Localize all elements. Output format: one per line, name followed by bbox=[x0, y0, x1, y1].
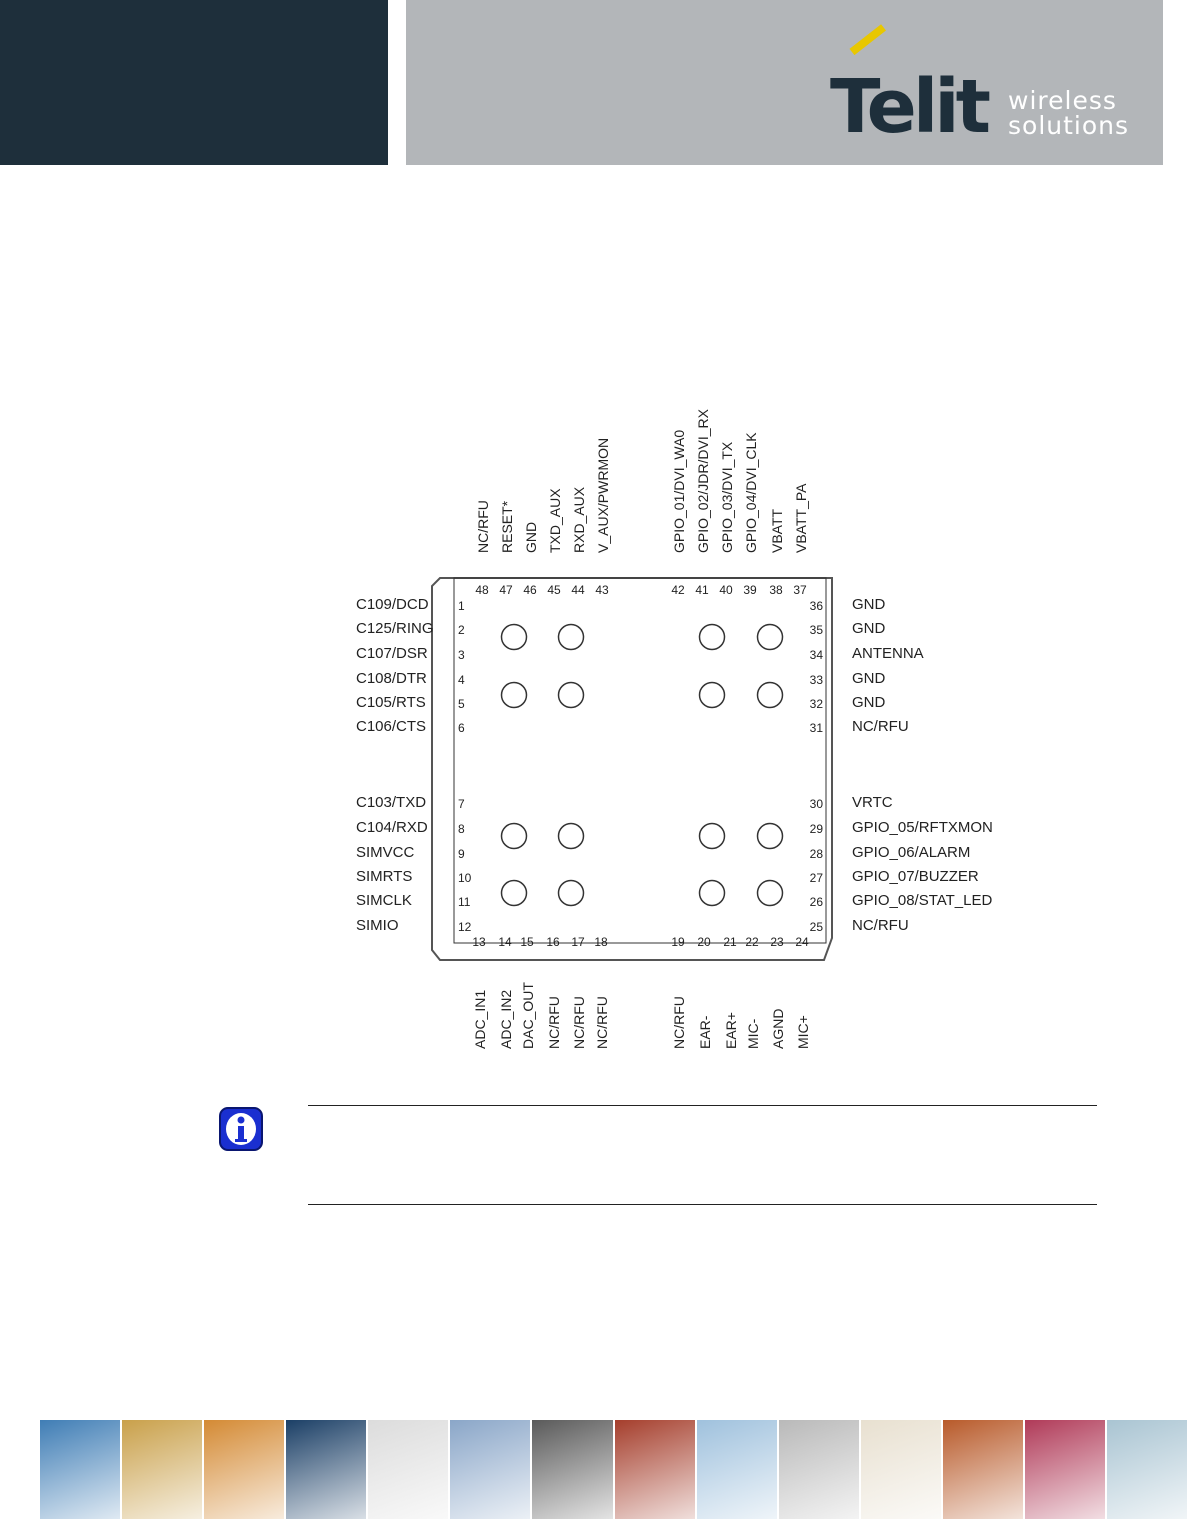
bottom-pin-number: 19 bbox=[671, 935, 685, 949]
ground-pad bbox=[559, 824, 584, 849]
right-pin-number: 36 bbox=[809, 599, 823, 613]
left-pin-number: 7 bbox=[458, 797, 465, 811]
wind-turbines-photo bbox=[697, 1420, 777, 1519]
left-pin-label: C107/DSR bbox=[356, 645, 428, 662]
top-pin-number: 46 bbox=[523, 583, 537, 597]
ground-pad bbox=[700, 683, 725, 708]
top-pin-number: 37 bbox=[793, 583, 807, 597]
right-pin-number: 33 bbox=[809, 673, 823, 687]
bottom-pin-number: 22 bbox=[745, 935, 759, 949]
right-pin-label: GPIO_05/RFTXMON bbox=[852, 819, 993, 836]
note-bottom-rule bbox=[308, 1204, 1097, 1205]
top-pin-number: 39 bbox=[743, 583, 757, 597]
bottom-pin-label: NC/RFU bbox=[571, 996, 587, 1049]
right-pin-number: 29 bbox=[809, 822, 823, 836]
ground-pad bbox=[758, 683, 783, 708]
bottom-pin-label: EAR- bbox=[697, 1015, 713, 1049]
left-pin-label: C103/TXD bbox=[356, 794, 427, 811]
top-pin-label: VBATT_PA bbox=[793, 483, 809, 553]
pin-labels bbox=[356, 408, 993, 1049]
camera-photo bbox=[1107, 1420, 1187, 1519]
ground-pad bbox=[758, 881, 783, 906]
bottom-pin-label: AGND bbox=[770, 1008, 786, 1049]
bottom-pin-label: MIC+ bbox=[795, 1015, 811, 1049]
left-pin-number: 8 bbox=[458, 822, 465, 836]
top-pin-label: GPIO_01/DVI_WA0 bbox=[671, 429, 687, 553]
bottom-pin-label: EAR+ bbox=[723, 1012, 739, 1049]
note-top-rule bbox=[308, 1105, 1097, 1106]
right-pin-number: 35 bbox=[809, 623, 823, 637]
ground-pad bbox=[502, 683, 527, 708]
bottom-pin-label: DAC_OUT bbox=[520, 982, 536, 1049]
photo-strip bbox=[40, 1420, 1187, 1519]
left-pin-label: C108/DTR bbox=[356, 670, 427, 687]
telit-logo bbox=[830, 48, 1130, 148]
right-pin-label: GPIO_08/STAT_LED bbox=[852, 892, 993, 909]
keyboard-photo bbox=[368, 1420, 448, 1519]
top-pin-label: TXD_AUX bbox=[547, 488, 563, 553]
right-pin-number: 26 bbox=[809, 895, 823, 909]
ground-pad bbox=[502, 824, 527, 849]
ground-pad bbox=[758, 824, 783, 849]
left-pin-number: 1 bbox=[458, 599, 465, 613]
ground-pad bbox=[700, 625, 725, 650]
bottom-pin-number: 23 bbox=[770, 935, 784, 949]
left-pin-number: 4 bbox=[458, 673, 465, 687]
top-pin-label: GPIO_03/DVI_TX bbox=[719, 441, 735, 553]
right-pin-label: GND bbox=[852, 694, 886, 711]
right-pin-number: 28 bbox=[809, 847, 823, 861]
top-pin-label: GPIO_02/JDR/DVI_RX bbox=[695, 409, 711, 553]
containers-photo bbox=[204, 1420, 284, 1519]
ground-pad bbox=[559, 625, 584, 650]
pinout-diagram bbox=[340, 385, 1020, 1065]
right-pin-label: NC/RFU bbox=[852, 917, 909, 934]
vending-photo bbox=[615, 1420, 695, 1519]
top-pin-number: 42 bbox=[671, 583, 685, 597]
bottom-pin-label: NC/RFU bbox=[594, 996, 610, 1049]
top-pin-number: 44 bbox=[571, 583, 585, 597]
bottom-pin-label: NC/RFU bbox=[671, 996, 687, 1049]
bottom-pin-label: ADC_IN1 bbox=[472, 989, 488, 1049]
logo-wordmark: Telit bbox=[830, 64, 987, 150]
top-pin-label: NC/RFU bbox=[475, 500, 491, 553]
left-pin-label: C106/CTS bbox=[356, 718, 427, 735]
clock-display-photo bbox=[286, 1420, 366, 1519]
left-pin-number: 5 bbox=[458, 697, 465, 711]
right-pin-number: 32 bbox=[809, 697, 823, 711]
left-pin-number: 10 bbox=[458, 871, 472, 885]
top-pin-label: GND bbox=[523, 521, 539, 553]
logo-tagline-line2: solutions bbox=[1008, 111, 1130, 140]
printing-photo bbox=[1025, 1420, 1105, 1519]
left-pin-number: 9 bbox=[458, 847, 465, 861]
top-pin-number: 41 bbox=[695, 583, 709, 597]
bottom-pin-number: 16 bbox=[546, 935, 560, 949]
ground-pad bbox=[758, 625, 783, 650]
bottom-pin-label: MIC- bbox=[745, 1018, 761, 1049]
right-pin-number: 25 bbox=[809, 920, 823, 934]
bottom-pin-number: 24 bbox=[795, 935, 809, 949]
right-pin-label: GND bbox=[852, 596, 886, 613]
left-pin-number: 11 bbox=[458, 895, 471, 909]
right-pin-label: ANTENNA bbox=[852, 645, 924, 662]
top-pin-number: 38 bbox=[769, 583, 783, 597]
train-station-photo bbox=[943, 1420, 1023, 1519]
right-pin-number: 31 bbox=[809, 721, 823, 735]
window-photo bbox=[861, 1420, 941, 1519]
left-pin-label: C109/DCD bbox=[356, 596, 429, 613]
car-photo bbox=[40, 1420, 120, 1519]
right-pin-number: 30 bbox=[809, 797, 823, 811]
right-pin-label: GND bbox=[852, 620, 886, 637]
meter-photo bbox=[779, 1420, 859, 1519]
left-pin-label: C105/RTS bbox=[356, 694, 426, 711]
left-pin-number: 12 bbox=[458, 920, 472, 934]
right-pin-label: NC/RFU bbox=[852, 718, 909, 735]
top-pin-number: 48 bbox=[475, 583, 489, 597]
bottom-pin-number: 17 bbox=[571, 935, 585, 949]
ground-pad bbox=[559, 881, 584, 906]
right-pin-number: 27 bbox=[809, 871, 823, 885]
top-pin-label: V_AUX/PWRMON bbox=[595, 437, 611, 553]
left-pin-label: SIMIO bbox=[356, 917, 399, 934]
module-inner-border bbox=[454, 578, 826, 943]
info-icon bbox=[218, 1106, 264, 1152]
bottom-pin-number: 18 bbox=[594, 935, 608, 949]
left-pin-label: C125/RING bbox=[356, 620, 434, 637]
phone-sign-photo bbox=[122, 1420, 202, 1519]
ground-pad bbox=[502, 881, 527, 906]
top-pin-label: VBATT bbox=[769, 508, 785, 553]
bottom-pin-number: 21 bbox=[723, 935, 737, 949]
bottom-pin-number: 13 bbox=[472, 935, 486, 949]
top-pin-number: 43 bbox=[595, 583, 609, 597]
ground-pad bbox=[700, 881, 725, 906]
right-pin-label: GPIO_07/BUZZER bbox=[852, 868, 979, 885]
left-pin-label: SIMRTS bbox=[356, 868, 413, 885]
right-pin-label: GND bbox=[852, 670, 886, 687]
left-pin-number: 6 bbox=[458, 721, 465, 735]
logo-tagline bbox=[1008, 88, 1129, 138]
ground-pad bbox=[700, 824, 725, 849]
card-photo bbox=[532, 1420, 612, 1519]
bottom-pin-number: 20 bbox=[697, 935, 711, 949]
left-pin-number: 3 bbox=[458, 648, 465, 662]
top-pin-number: 45 bbox=[547, 583, 561, 597]
top-pin-label: RESET* bbox=[499, 500, 515, 553]
top-pin-number: 47 bbox=[499, 583, 513, 597]
logo-tagline-line1: wireless bbox=[1008, 86, 1117, 115]
right-pin-label: GPIO_06/ALARM bbox=[852, 844, 971, 861]
bottom-pin-label: ADC_IN2 bbox=[498, 989, 514, 1049]
ground-pad bbox=[502, 625, 527, 650]
header-dark-band bbox=[0, 0, 388, 165]
bottom-pin-number: 14 bbox=[498, 935, 512, 949]
top-pin-label: RXD_AUX bbox=[571, 486, 587, 553]
left-pin-label: C104/RXD bbox=[356, 819, 428, 836]
right-pin-number: 34 bbox=[809, 648, 823, 662]
left-pin-label: SIMCLK bbox=[356, 892, 412, 909]
bottom-pin-label: NC/RFU bbox=[546, 996, 562, 1049]
motorbike-photo bbox=[450, 1420, 530, 1519]
module-outline bbox=[432, 578, 832, 960]
pad-grid bbox=[502, 625, 783, 906]
top-pin-number: 40 bbox=[719, 583, 733, 597]
top-pin-label: GPIO_04/DVI_CLK bbox=[743, 432, 759, 553]
right-pin-label: VRTC bbox=[852, 794, 893, 811]
bottom-pin-number: 15 bbox=[520, 935, 534, 949]
left-pin-label: SIMVCC bbox=[356, 844, 415, 861]
ground-pad bbox=[559, 683, 584, 708]
left-pin-number: 2 bbox=[458, 623, 465, 637]
